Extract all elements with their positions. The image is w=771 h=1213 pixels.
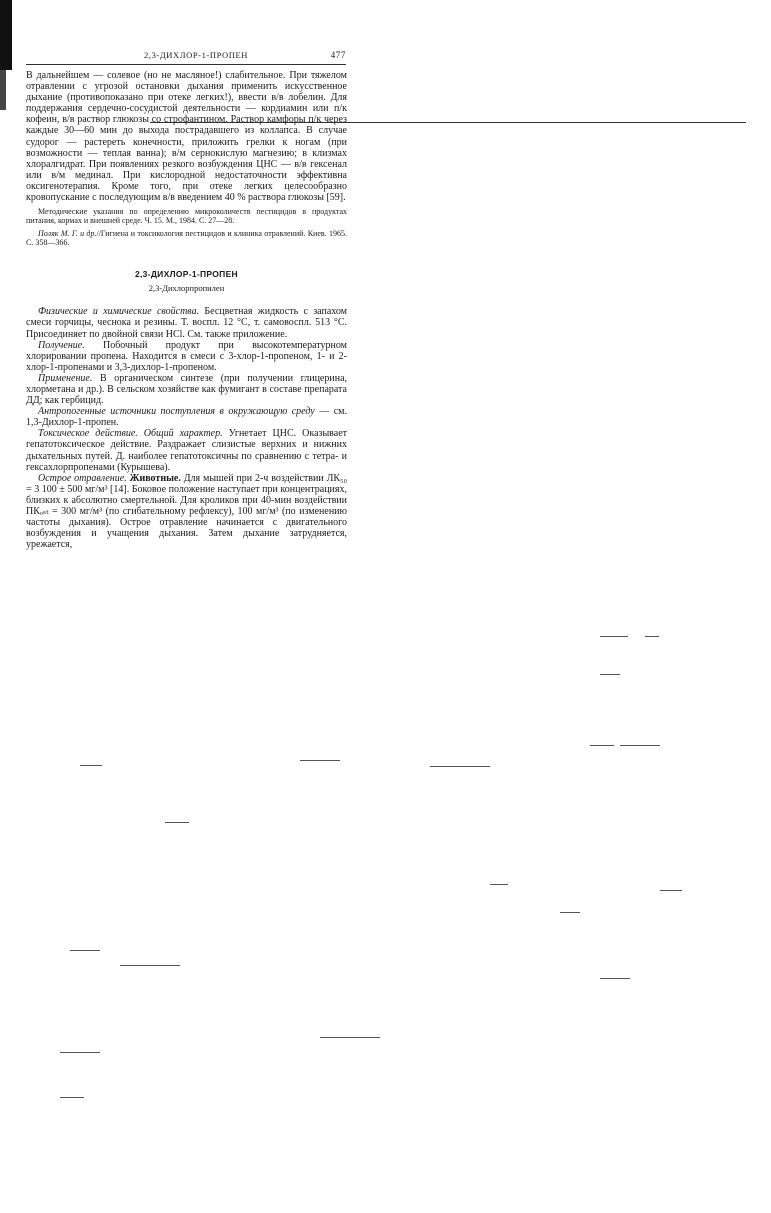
scan-speck xyxy=(120,965,180,966)
page-number: 477 xyxy=(330,50,346,60)
scan-speck xyxy=(620,745,660,746)
application-paragraph xyxy=(26,373,347,406)
scan-speck xyxy=(165,822,189,823)
application-label: Применение. xyxy=(38,372,93,384)
scan-speck xyxy=(70,950,100,951)
acute-text: Для мышей при 2-ч воздействии ЛК₅₀ = 3 100 ± 500 мг/м³ [14]. Боковое положение наступает при концентрациях, близких к абсолютно смертельной. Для кроликов при 40-мин воздействии ПКₒₛₜ = 300 мг/м³ (по сгибательному рефлексу), 100 мг/м³ (по изменению частоты дыхания). Острое отравление начинается с двигательного возбуждения и учащения дыхания. Затем дыхание затрудняется, урежается, xyxy=(26,472,348,551)
scan-speck xyxy=(300,760,340,761)
sources-paragraph xyxy=(26,406,347,428)
reference-2-authors: Поляк М. Г. и др. xyxy=(38,229,97,239)
scan-speck xyxy=(660,890,682,891)
scan-speck xyxy=(320,1037,380,1038)
scan-speck xyxy=(600,674,620,675)
acute-label: Острое отравление. xyxy=(38,472,127,484)
toxic-text: Угнетает ЦНС. Оказывает гепатотоксическое действие. Раздражает слизистые верхних и нижних дыхательных путей. Д. наиболее гепатотоксичны по сравнению с тетра- и гексахлорпропенами (Курышева). xyxy=(26,428,348,473)
text-column xyxy=(26,70,347,550)
scan-speck xyxy=(490,884,508,885)
scan-edge-shadow xyxy=(0,0,12,70)
sources-text: — см. 1,3-Дихлор-1-пропен. xyxy=(26,406,347,429)
scan-speck xyxy=(560,912,580,913)
scan-speck xyxy=(600,978,630,979)
acute-animals-label: Животные. xyxy=(129,472,181,484)
production-text: Побочный продукт при высокотемпературном хлорировании пропена. Находится в смеси с 3-хлор-1-пропеном, 1- и 2-хлор-1-пропенами и 3,3-дихлор-1-пропеном. xyxy=(26,339,347,373)
properties-label: Физические и химические свойства. xyxy=(38,306,200,318)
scan-speck xyxy=(645,636,659,637)
scan-speck xyxy=(80,765,102,766)
production-label: Получение. xyxy=(38,339,85,351)
reference-2-rest: //Гигиена и токсикология пестицидов и клиника отравлений. Киев. 1965. С. 358—366. xyxy=(26,229,347,248)
header-rule xyxy=(26,64,346,65)
toxic-paragraph xyxy=(26,428,347,472)
scan-speck xyxy=(60,1052,100,1053)
application-text: В органическом синтезе (при получении глицерина, хлорметана и др.). В сельском хозяйстве как фумигант в составе препарата ДД; как гербицид. xyxy=(26,372,348,407)
properties-paragraph xyxy=(26,306,347,339)
acute-paragraph xyxy=(26,473,347,551)
article-subheading: 2,3-Дихлорпропилен xyxy=(148,283,225,294)
running-header-title: 2,3-ДИХЛОР-1-ПРОПЕН xyxy=(144,50,249,60)
scan-speck xyxy=(430,766,490,767)
properties-text: Бесцветная жидкость с запахом смеси горчицы, чеснока и резины. Т. воспл. 12 °С, т. самовоспл. 513 °С. Присоединяет по двойной связи HCl. См. также приложение. xyxy=(26,306,348,340)
running-header xyxy=(26,50,346,64)
article-heading: 2,3-ДИХЛОР-1-ПРОПЕН xyxy=(134,269,238,280)
continuation-paragraph: В дальнейшем — солевое (но не масляное!) слабительное. При тяжелом отравлении с угрозой остановки дыхания применить искусственное дыхание (противопоказано при отеке легких!), ввести в/в лобелин. Для поддержания сердечно-сосудистой деятельности — кордиамин или п/к кофеин, в/в раствор глюкозы со строфантином. Раствор камфоры п/к через каждые 30—60 мин до выхода пострадавшего из коллапса. В случае судорог — растереть конечности, приложить грелки к ногам (при возможности — теплая ванна); в/м сернокислую магнезию; в клизмах хлоралгидрат. При появлениях резкого возбуждения ЦНС — в/в гексенал или в/м мединал. При кислородной недостаточности эффективна оксигенотерапия. Кроме того, при отеке легких целесообразно кровопускание с последующим в/в введением 40 % раствора глюкозы [59]. xyxy=(26,70,347,204)
reference-1: Методические указания по определению микроколичеств пестицидов в продуктах питания, кормах и внешней среде. Ч. 15. М., 1984. С. 27—28. xyxy=(26,207,347,226)
scan-edge-shadow-lower xyxy=(0,70,6,110)
sources-label: Антропогенные источники поступления в окружающую среду xyxy=(38,406,315,418)
production-paragraph xyxy=(26,340,347,373)
reference-2 xyxy=(26,229,347,247)
scan-speck xyxy=(590,745,614,746)
scan-speck xyxy=(600,636,628,637)
scan-speck xyxy=(60,1097,84,1098)
toxic-label: Токсическое действие. Общий характер. xyxy=(38,428,223,440)
